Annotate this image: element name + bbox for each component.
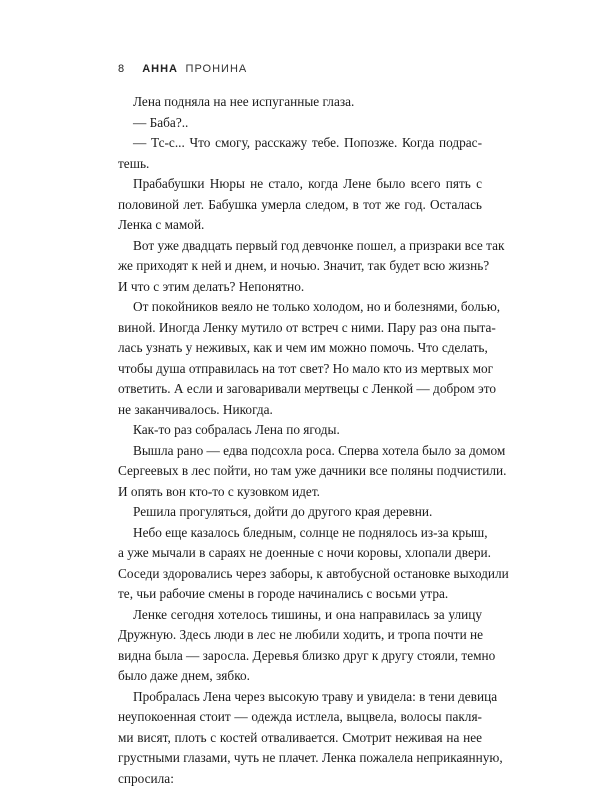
text-line: грустными глазами, чуть не плачет. Ленка пожалела неприкаянную, bbox=[118, 748, 482, 769]
text-line: видна была — заросла. Деревья близко друг к другу стояли, темно bbox=[118, 646, 482, 667]
text-line: Соседи здоровались через заборы, к автобусной остановке выходили bbox=[118, 564, 482, 585]
text-line: а уже мычали в сараях не доенные с ночи коровы, хлопали двери. bbox=[118, 543, 482, 564]
text-line: виной. Иногда Ленку мутило от встреч с ними. Пару раз она пыта- bbox=[118, 318, 482, 339]
text-line: — Тс-с... Что смогу, расскажу тебе. Попозже. Когда подрас- bbox=[118, 133, 482, 154]
text-line: Вышла рано — едва подсохла роса. Сперва хотела было за домом bbox=[118, 441, 482, 462]
text-line: лась узнать у неживых, как и чем им можно помочь. Что сделать, bbox=[118, 338, 482, 359]
text-line: Пробралась Лена через высокую траву и увидела: в тени девица bbox=[118, 687, 482, 708]
text-line: Ленке сегодня хотелось тишины, и она направилась за улицу bbox=[118, 605, 482, 626]
text-line: Прабабушки Нюры не стало, когда Лене было всего пять с bbox=[118, 174, 482, 195]
text-line: половиной лет. Бабушка умерла следом, в тот же год. Осталась bbox=[118, 195, 482, 216]
text-line: Решила прогуляться, дойти до другого края деревни. bbox=[118, 502, 482, 523]
text-line: Вот уже двадцать первый год девчонке пошел, а призраки все так bbox=[118, 236, 482, 257]
text-line: те, чьи рабочие смены в городе начинались с восьми утра. bbox=[118, 584, 482, 605]
text-line: Лена подняла на нее испуганные глаза. bbox=[118, 92, 482, 113]
author-last-name: ПРОНИНА bbox=[186, 63, 248, 75]
author-first-name: АННА bbox=[142, 63, 178, 75]
text-line: Небо еще казалось бледным, солнце не поднялось из-за крыш, bbox=[118, 523, 482, 544]
page-number: 8 bbox=[118, 63, 125, 75]
text-line: ответить. А если и заговаривали мертвецы с Ленкой — добром это bbox=[118, 379, 482, 400]
text-line: неупокоенная стоит — одежда истлела, выцвела, волосы пакля- bbox=[118, 707, 482, 728]
text-line: тешь. bbox=[118, 154, 482, 175]
text-line: чтобы душа отправилась на тот свет? Но мало кто из мертвых мог bbox=[118, 359, 482, 380]
text-line: — Баба?.. bbox=[118, 113, 482, 134]
text-line: было даже днем, зябко. bbox=[118, 666, 482, 687]
text-line: От покойников веяло не только холодом, но и болезнями, болью, bbox=[118, 297, 482, 318]
body-text bbox=[118, 92, 482, 789]
text-line: Дружную. Здесь люди в лес не любили ходить, и тропа почти не bbox=[118, 625, 482, 646]
text-line: не заканчивалось. Никогда. bbox=[118, 400, 482, 421]
text-line: Сергеевых в лес пойти, но там уже дачники все поляны подчистили. bbox=[118, 461, 482, 482]
text-line: ми висят, плоть с костей отваливается. Смотрит неживая на нее bbox=[118, 728, 482, 749]
text-line: Как-то раз собралась Лена по ягоды. bbox=[118, 420, 482, 441]
running-head bbox=[118, 63, 247, 75]
text-line: Ленка с мамой. bbox=[118, 215, 482, 236]
text-line: И опять вон кто-то с кузовком идет. bbox=[118, 482, 482, 503]
text-line: И что с этим делать? Непонятно. bbox=[118, 277, 482, 298]
text-line: же приходят к ней и днем, и ночью. Значит, так будет всю жизнь? bbox=[118, 256, 482, 277]
text-line: спросила: bbox=[118, 769, 482, 789]
